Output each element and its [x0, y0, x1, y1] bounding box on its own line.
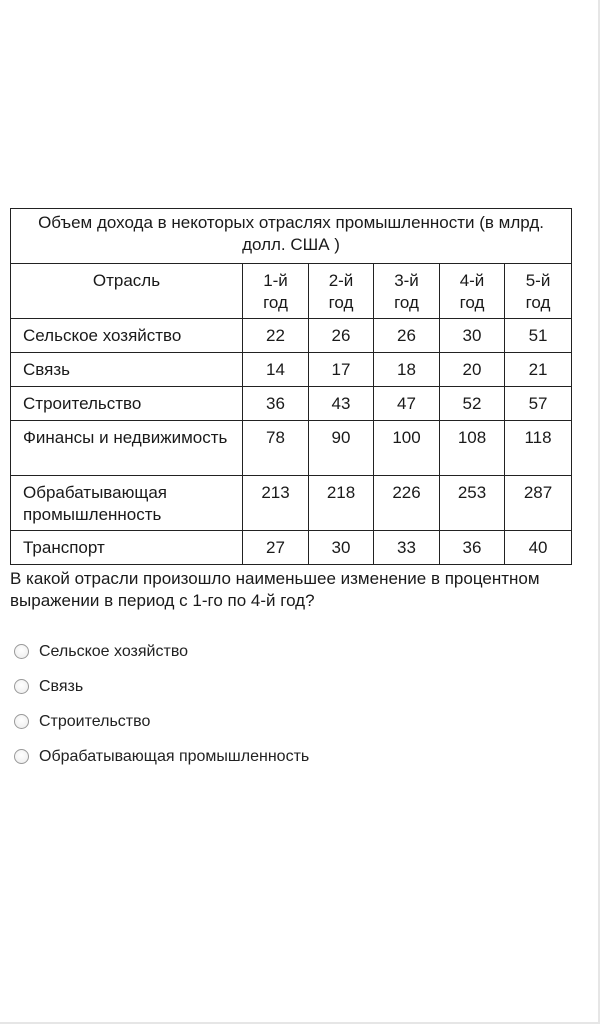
value-cell: 30	[440, 319, 505, 353]
value-cell: 26	[374, 319, 440, 353]
value-cell: 17	[309, 353, 374, 387]
income-table	[10, 208, 572, 565]
answer-option-communications[interactable]	[14, 669, 574, 704]
sector-cell: Финансы и недвижимость	[11, 421, 243, 476]
year-4-header: 4-й год	[440, 264, 505, 319]
table-row	[11, 421, 572, 476]
answer-option-agriculture[interactable]	[14, 634, 574, 669]
sector-cell: Обрабатывающая промышленность	[11, 476, 243, 531]
table-row	[11, 531, 572, 565]
sector-cell: Связь	[11, 353, 243, 387]
question-text: В какой отрасли произошло наименьшее изменение в процентном выражении в период с 1-го по 4-й год?	[10, 569, 540, 610]
value-cell: 218	[309, 476, 374, 531]
value-cell: 20	[440, 353, 505, 387]
answer-options	[14, 634, 574, 774]
value-cell: 213	[243, 476, 309, 531]
value-cell: 40	[505, 531, 572, 565]
sector-cell: Строительство	[11, 387, 243, 421]
year-3-header: 3-й год	[374, 264, 440, 319]
value-cell: 108	[440, 421, 505, 476]
table-row	[11, 476, 572, 531]
table-row	[11, 319, 572, 353]
value-cell: 27	[243, 531, 309, 565]
year-2-header: 2-й год	[309, 264, 374, 319]
answer-option-manufacturing[interactable]	[14, 739, 574, 774]
value-cell: 226	[374, 476, 440, 531]
radio-button[interactable]	[14, 714, 29, 729]
table-row	[11, 353, 572, 387]
table-row	[11, 387, 572, 421]
table-header-row	[11, 264, 572, 319]
sector-cell: Сельское хозяйство	[11, 319, 243, 353]
value-cell: 47	[374, 387, 440, 421]
value-cell: 14	[243, 353, 309, 387]
value-cell: 253	[440, 476, 505, 531]
value-cell: 51	[505, 319, 572, 353]
value-cell: 90	[309, 421, 374, 476]
year-1-header: 1-й год	[243, 264, 309, 319]
year-5-header: 5-й год	[505, 264, 572, 319]
radio-button[interactable]	[14, 679, 29, 694]
table-caption: Объем дохода в некоторых отраслях промышленности (в млрд. долл. США )	[11, 209, 572, 264]
value-cell: 78	[243, 421, 309, 476]
sector-column-header: Отрасль	[11, 264, 243, 319]
value-cell: 33	[374, 531, 440, 565]
value-cell: 287	[505, 476, 572, 531]
option-label: Сельское хозяйство	[39, 642, 189, 660]
sector-cell: Транспорт	[11, 531, 243, 565]
radio-button[interactable]	[14, 644, 29, 659]
option-label: Строительство	[39, 712, 151, 730]
option-label: Связь	[39, 677, 84, 695]
value-cell: 57	[505, 387, 572, 421]
value-cell: 52	[440, 387, 505, 421]
value-cell: 21	[505, 353, 572, 387]
value-cell: 43	[309, 387, 374, 421]
value-cell: 36	[440, 531, 505, 565]
value-cell: 36	[243, 387, 309, 421]
value-cell: 100	[374, 421, 440, 476]
value-cell: 18	[374, 353, 440, 387]
value-cell: 26	[309, 319, 374, 353]
option-label: Обрабатывающая промышленность	[39, 747, 310, 765]
answer-option-construction[interactable]	[14, 704, 574, 739]
value-cell: 22	[243, 319, 309, 353]
value-cell: 30	[309, 531, 374, 565]
radio-button[interactable]	[14, 749, 29, 764]
value-cell: 118	[505, 421, 572, 476]
